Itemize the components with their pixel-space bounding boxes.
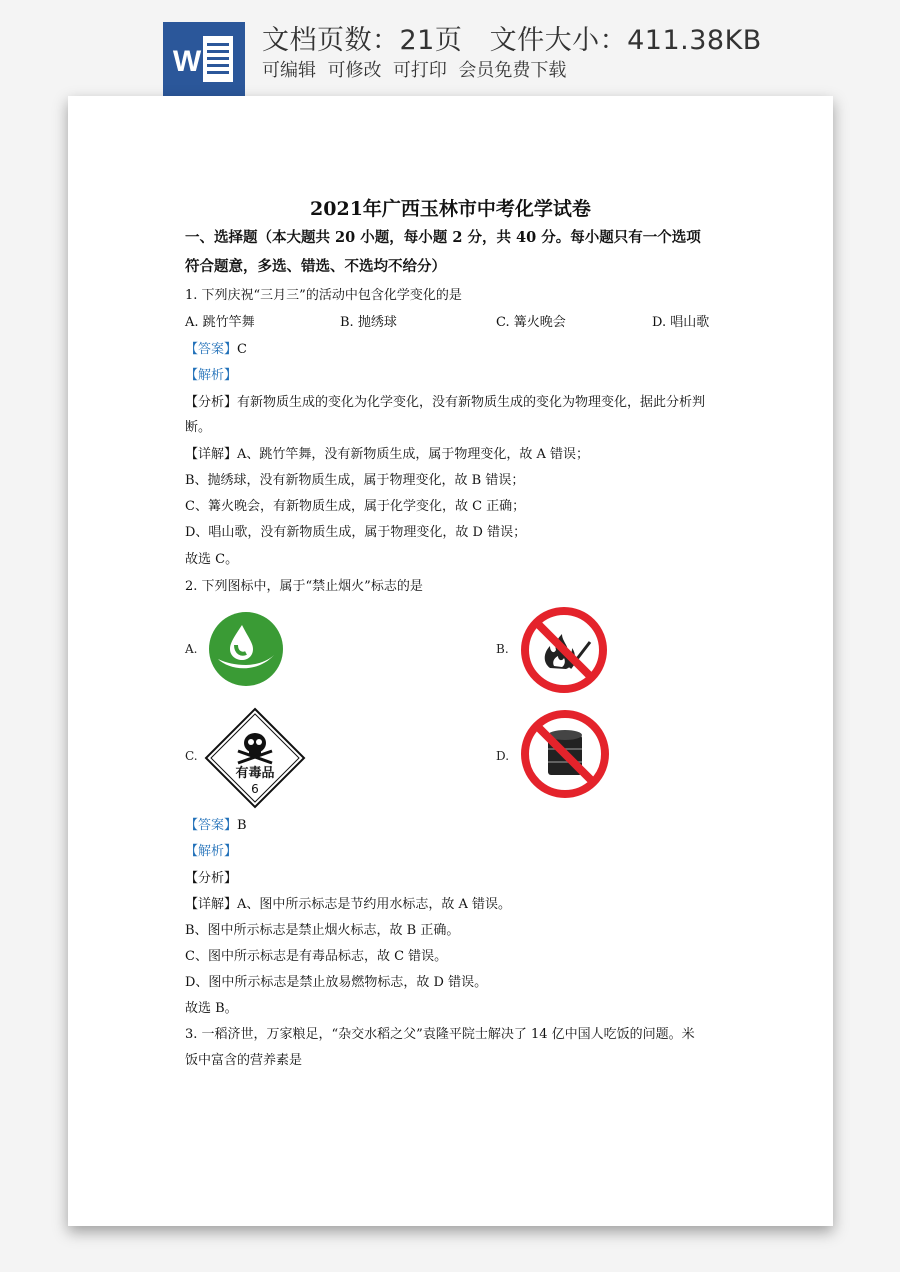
q2-label-b: B. [496, 642, 509, 656]
detail-text: A、图中所示标志是节约用水标志，故 A 错误。 [237, 897, 512, 912]
svg-text:W: W [172, 45, 202, 78]
q1-option-d: D. 唱山歌 [652, 315, 710, 330]
q2-question: 2. 下列图标中，属于“禁止烟火”标志的是 [185, 579, 423, 594]
q3-question-line1: 3. 一稻济世，万家粮足，“杂交水稻之父”袁隆平院士解决了 14 亿中国人吃饭的问题。米 [185, 1027, 695, 1042]
water-saving-sign-icon [208, 611, 284, 687]
q1-fenxi-line1 [185, 395, 705, 411]
fenxi-text: 有新物质生成的变化为化学变化，没有新物质生成的变化为物理变化，据此分析判 [237, 395, 706, 410]
page-count: 文档页数：21页 [262, 25, 463, 56]
toxic-sign-text: 有毒品 [235, 766, 275, 781]
toxic-sign-class: 6 [251, 782, 259, 796]
q2-detail-a [185, 897, 511, 913]
q2-detail-c: C、图中所示标志是有毒品标志，故 C 错误。 [185, 949, 448, 964]
q1-option-b: B. 抛绣球 [340, 315, 397, 330]
q2-label-a: A. [185, 642, 198, 656]
no-fire-sign-icon [520, 606, 608, 694]
q2-fenxi-tag: 【分析】 [185, 871, 238, 886]
q1-option-c: C. 篝火晚会 [496, 315, 566, 330]
document-title: 2021年广西玉林市中考化学试卷 [310, 198, 591, 220]
section-heading-line2: 符合题意，多选、错选、不选均不给分） [185, 258, 446, 275]
word-document-icon [163, 22, 245, 96]
q2-label-d: D. [496, 749, 510, 763]
section-heading-line1: 一、选择题（本大题共 20 小题，每小题 2 分，共 40 分。每小题只有一个选项 [185, 229, 701, 246]
q2-detail-b: B、图中所示标志是禁止烟火标志，故 B 正确。 [185, 923, 460, 938]
q1-fenxi-line2: 断。 [185, 420, 212, 435]
file-size: 文件大小：411.38KB [489, 25, 762, 56]
q1-analysis-tag: 【解析】 [185, 368, 238, 383]
detail-tag: 【详解】 [185, 897, 238, 912]
detail-text: A、跳竹竿舞，没有新物质生成，属于物理变化，故 A 错误； [237, 447, 590, 462]
no-flammables-sign-icon [520, 709, 610, 799]
download-banner [0, 0, 900, 110]
answer-tag: 【答案】 [185, 818, 238, 833]
q1-detail-d: D、唱山歌，没有新物质生成，属于物理变化，故 D 错误； [185, 525, 527, 540]
fenxi-tag: 【分析】 [185, 395, 238, 410]
answer-tag: 【答案】 [185, 342, 238, 357]
q2-answer [185, 818, 247, 834]
q3-question-line2: 饭中富含的营养素是 [185, 1053, 303, 1068]
q2-detail-d: D、图中所示标志是禁止放易燃物标志，故 D 错误。 [185, 975, 488, 990]
q1-question: 1. 下列庆祝“三月三”的活动中包含化学变化的是 [185, 288, 462, 303]
q1-option-a: A. 跳竹竿舞 [185, 315, 255, 330]
q1-detail-c: C、篝火晚会，有新物质生成，属于化学变化，故 C 正确； [185, 499, 526, 514]
q2-analysis-tag: 【解析】 [185, 844, 238, 859]
toxic-substance-sign-icon [204, 707, 306, 809]
q2-label-c: C. [185, 749, 198, 763]
q1-detail-b: B、抛绣球，没有新物质生成，属于物理变化，故 B 错误； [185, 473, 525, 488]
banner-features: 可编辑 可修改 可打印 会员免费下载 [262, 60, 567, 81]
q1-conclusion: 故选 C。 [185, 552, 239, 567]
banner-file-info [262, 18, 762, 57]
answer-value: C [237, 342, 247, 357]
q1-detail-a [185, 447, 589, 463]
q2-conclusion: 故选 B。 [185, 1001, 238, 1016]
document-page [68, 96, 833, 1226]
detail-tag: 【详解】 [185, 447, 238, 462]
answer-value: B [237, 818, 247, 833]
q1-answer [185, 342, 247, 358]
